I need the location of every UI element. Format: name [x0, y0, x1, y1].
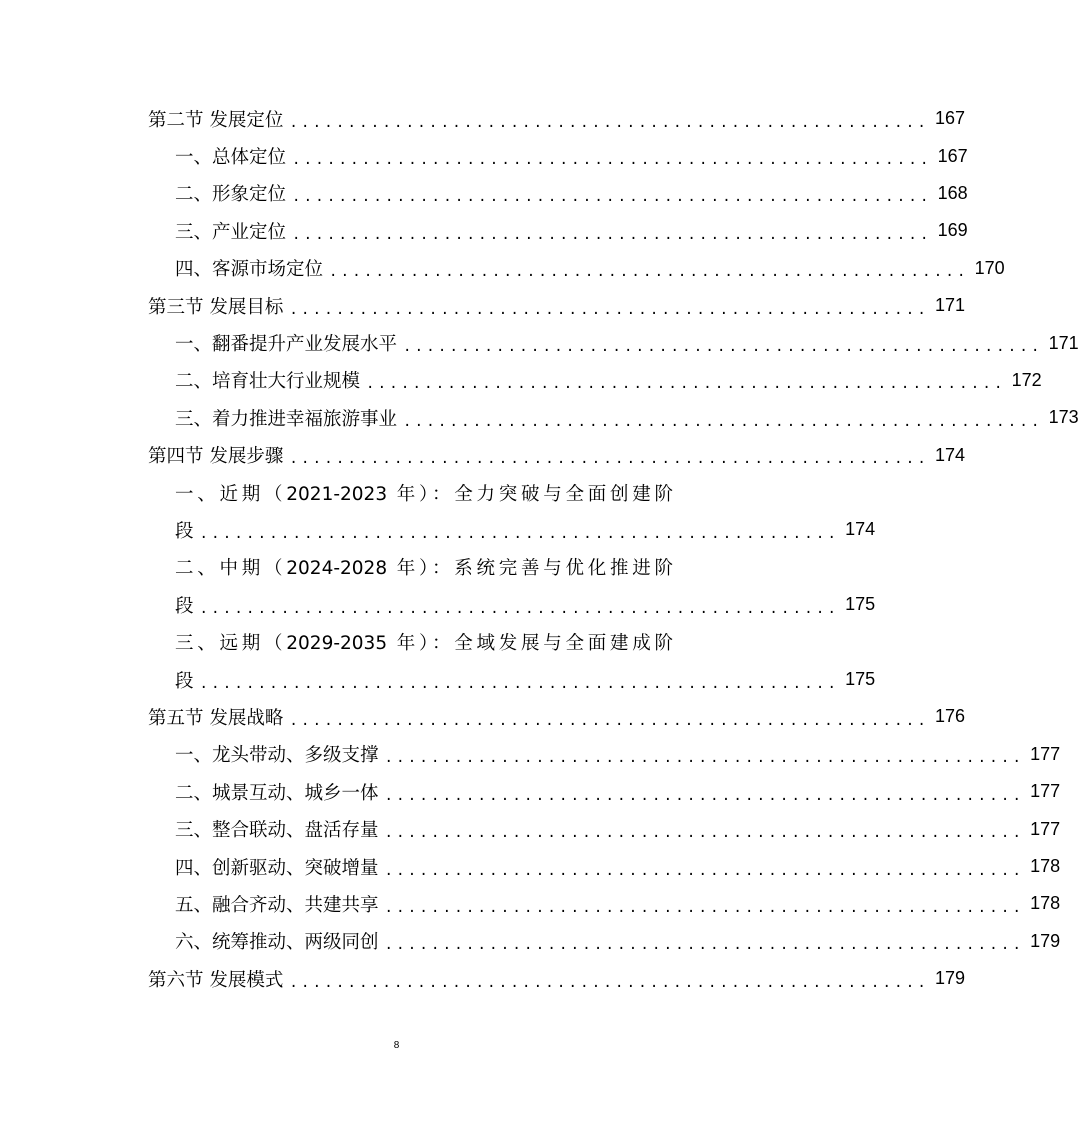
toc-section[interactable] — [148, 287, 966, 324]
toc-entry[interactable] — [148, 549, 673, 586]
dot-leader: ....................................................... — [289, 712, 929, 729]
dot-leader: ....................................................... — [384, 862, 1025, 879]
toc-entry-continuation[interactable] — [148, 511, 876, 548]
toc-entry-page: 177 — [1030, 818, 1061, 839]
toc-entry-title: 一、近期（2021-2023 年）：全力突破与全面创建阶 — [175, 483, 673, 505]
toc-section[interactable] — [148, 960, 966, 997]
toc-entry-title: 四、创新驱动、突破增量 — [175, 857, 379, 879]
dot-leader: ....................................................... — [384, 750, 1025, 767]
toc-entry-title: 二、城景互动、城乡一体 — [175, 782, 379, 804]
toc-entry-continuation[interactable] — [148, 661, 876, 698]
toc-entry[interactable] — [148, 137, 968, 174]
toc-entry[interactable] — [148, 250, 1005, 287]
dot-leader: ....................................................... — [292, 189, 932, 206]
toc-entry-title-continuation: 段 — [175, 520, 194, 542]
toc-entry-page: 175 — [845, 669, 876, 690]
dot-leader: ....................................................... — [403, 339, 1043, 356]
toc-entry[interactable] — [148, 623, 673, 660]
toc-entry-title: 一、龙头带动、多级支撑 — [175, 745, 379, 767]
toc-entry-page: 179 — [934, 968, 966, 989]
toc-entry-page: 168 — [937, 182, 968, 203]
toc-entry[interactable] — [148, 324, 1079, 361]
dot-leader: ....................................................... — [329, 264, 969, 281]
toc-entry-title: 第五节 发展战略 — [148, 707, 284, 729]
toc-entry-title: 第六节 发展模式 — [148, 969, 284, 991]
dot-leader: ....................................................... — [199, 600, 840, 617]
toc-entry-page: 177 — [1030, 781, 1061, 802]
toc-entry-page: 167 — [937, 145, 968, 166]
dot-leader: ....................................................... — [384, 899, 1025, 916]
toc-entry-title: 一、总体定位 — [175, 147, 287, 169]
toc-section[interactable] — [148, 437, 966, 474]
toc-entry-title: 三、着力推进幸福旅游事业 — [175, 408, 398, 430]
toc-entry[interactable] — [148, 175, 968, 212]
toc-entry-page: 174 — [934, 444, 966, 465]
toc-entry[interactable] — [148, 474, 673, 511]
toc-entry-title: 二、培育壮大行业规模 — [175, 371, 361, 393]
dot-leader: ....................................................... — [384, 825, 1025, 842]
dot-leader: ....................................................... — [289, 114, 929, 131]
toc-entry-page: 167 — [934, 108, 966, 129]
toc-entry[interactable] — [148, 848, 1061, 885]
toc-entry-page: 174 — [845, 519, 876, 540]
toc-entry-title: 五、融合齐动、共建共享 — [175, 894, 379, 916]
toc-entry-title: 第二节 发展定位 — [148, 109, 284, 131]
toc-entry-title: 四、客源市场定位 — [175, 259, 324, 281]
toc-entry[interactable] — [148, 773, 1061, 810]
toc-entry-page: 177 — [1030, 743, 1061, 764]
toc-entry-title: 三、远期（2029-2035 年）：全域发展与全面建成阶 — [175, 633, 673, 655]
toc-entry[interactable] — [148, 362, 1042, 399]
toc-entry-page: 179 — [1030, 930, 1061, 951]
dot-leader: ....................................................... — [403, 413, 1043, 430]
toc-entry-page: 178 — [1030, 856, 1061, 876]
toc-entry-page: 172 — [1011, 369, 1042, 390]
toc-entry-page: 170 — [974, 257, 1005, 278]
toc-entry[interactable] — [148, 885, 1061, 922]
toc-entry-page: 171 — [934, 295, 966, 316]
toc-entry-page: 169 — [937, 220, 968, 241]
dot-leader: ....................................................... — [289, 974, 929, 991]
toc-entry-page: 178 — [1030, 893, 1061, 914]
toc-entry-title: 六、统筹推动、两级同创 — [175, 932, 379, 954]
toc-entry[interactable] — [148, 923, 1061, 960]
toc-entry-title: 第四节 发展步骤 — [148, 446, 284, 468]
toc-entry[interactable] — [148, 212, 968, 249]
dot-leader: ....................................................... — [384, 787, 1025, 804]
page-number: 8 — [393, 1040, 400, 1051]
toc-section[interactable] — [148, 698, 966, 735]
toc-entry-title-continuation: 段 — [175, 670, 194, 692]
toc-entry[interactable] — [148, 810, 1061, 847]
toc-entry-page: 173 — [1048, 407, 1079, 428]
dot-leader: ....................................................... — [289, 451, 929, 468]
toc-entry-page: 176 — [934, 706, 966, 727]
toc-section[interactable] — [148, 100, 966, 137]
toc-entry[interactable] — [148, 736, 1061, 773]
table-of-contents — [148, 100, 1079, 997]
dot-leader: ....................................................... — [289, 301, 929, 318]
toc-entry-title: 二、中期（2024-2028 年）：系统完善与优化推进阶 — [175, 558, 673, 580]
toc-entry-continuation[interactable] — [148, 586, 876, 623]
toc-entry-title: 一、翻番提升产业发展水平 — [175, 334, 398, 356]
dot-leader: ....................................................... — [384, 937, 1025, 954]
toc-entry-page: 175 — [845, 594, 876, 615]
dot-leader: ....................................................... — [292, 226, 932, 243]
dot-leader: ....................................................... — [292, 152, 932, 169]
toc-entry-title: 第三节 发展目标 — [148, 296, 284, 318]
toc-entry-page: 171 — [1048, 332, 1079, 353]
dot-leader: ....................................................... — [199, 675, 840, 692]
toc-entry-title: 三、产业定位 — [175, 221, 287, 243]
toc-entry[interactable] — [148, 399, 1079, 436]
dot-leader: ....................................................... — [366, 376, 1006, 393]
toc-entry-title-continuation: 段 — [175, 595, 194, 617]
dot-leader: ....................................................... — [199, 525, 840, 542]
toc-entry-title: 三、整合联动、盘活存量 — [175, 820, 379, 842]
toc-entry-title: 二、形象定位 — [175, 184, 287, 206]
